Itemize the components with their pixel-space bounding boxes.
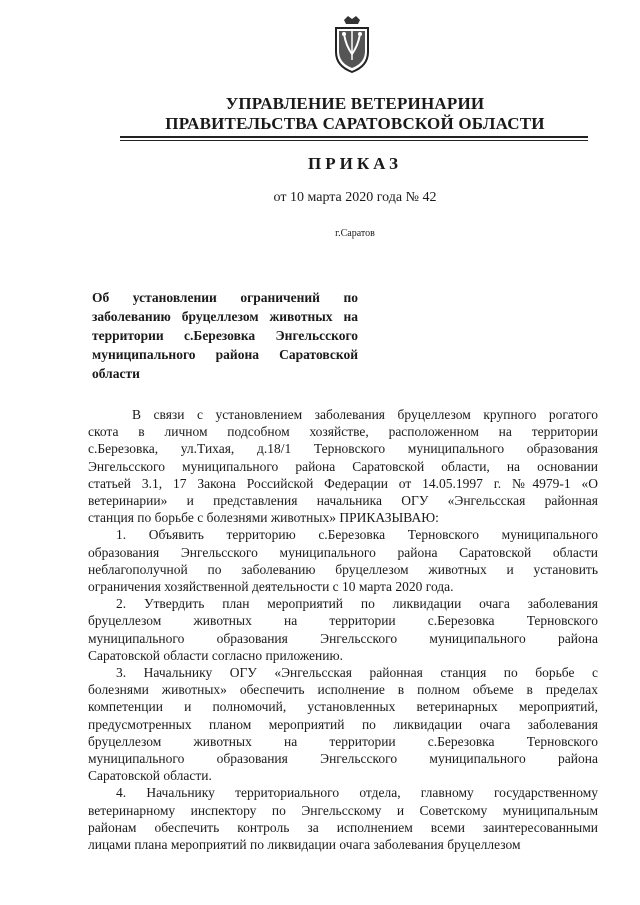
organization-name-line1: УПРАВЛЕНИЕ ВЕТЕРИНАРИИ — [225, 94, 485, 113]
body-line: станция по борьбе с болезнями животных» ПРИКАЗЫВАЮ: — [88, 510, 439, 526]
subject-line: муниципального района Саратовской — [92, 347, 358, 362]
body-line: муниципального образования Энгельсского муниципального района — [88, 751, 598, 767]
body-line: компетенции и полномочий, установленных ветеринарных мероприятий, — [88, 699, 598, 715]
organization-name-line2: ПРАВИТЕЛЬСТВА САРАТОВСКОЙ ОБЛАСТИ — [165, 114, 545, 133]
body-line: неблагополучной по заболеванию бруцеллезом животных и установить — [88, 561, 598, 577]
body-line: районам обеспечить контроль за исполнением всеми заинтересованными — [88, 819, 598, 835]
body-line: ветеринарии» и представления начальника ОГУ «Энгельсская районная — [88, 493, 598, 509]
body-line: Энгельсского муниципального района Саратовской области, на основании — [88, 458, 598, 474]
body-line: 2. Утвердить план мероприятий по ликвидации очага заболевания — [116, 596, 598, 612]
document-city: г.Саратов — [335, 228, 375, 239]
header-divider — [120, 136, 588, 138]
coat-of-arms-icon — [330, 14, 374, 74]
body-line: лицами плана мероприятий по ликвидации очага заболевания бруцеллезом — [88, 837, 521, 853]
body-line: 3. Начальнику ОГУ «Энгельсская районная станция по борьбе с — [116, 665, 598, 681]
body-line: образования Энгельсского муниципального района Саратовской области — [88, 544, 598, 560]
order-subject — [92, 288, 358, 383]
body-line: с.Березовка, ул.Тихая, д.18/1 Терновского муниципального образования — [88, 441, 598, 457]
header-divider-thin — [120, 140, 588, 141]
body-line: бруцеллезом животных на территории с.Березовка Терновского — [88, 733, 598, 749]
document-type: ПРИКАЗ — [308, 154, 402, 173]
body-line: Саратовской области согласно приложению. — [88, 647, 343, 663]
body-line: муниципального образования Энгельсского муниципального района — [88, 630, 598, 646]
body-line: бруцеллезом животных на территории с.Березовка Терновского — [88, 613, 598, 629]
order-body — [88, 406, 598, 853]
subject-line: территории с.Березовка Энгельсского — [92, 328, 358, 343]
subject-line: области — [92, 366, 140, 381]
document-date-number: от 10 марта 2020 года № 42 — [273, 190, 437, 205]
body-line: ветеринарному инспектору по Энгельсскому и Советскому муниципальным — [88, 802, 598, 818]
body-line: ограничения хозяйственной деятельности с 10 марта 2020 года. — [88, 579, 454, 595]
body-line: 1. Объявить территорию с.Березовка Терновского муниципального — [116, 527, 598, 543]
subject-line: заболеванию бруцеллезом животных на — [92, 309, 358, 324]
body-line: Саратовской области. — [88, 768, 212, 784]
subject-line: Об установлении ограничений по — [92, 290, 358, 305]
body-line: 4. Начальнику территориального отдела, главному государственному — [116, 785, 598, 801]
body-line: В связи с установлением заболевания бруцеллезом крупного рогатого — [132, 407, 598, 422]
body-line: болезнями животных» обеспечить исполнение в полном объеме в пределах — [88, 682, 598, 698]
body-line: предусмотренных планом мероприятий по ликвидации очага заболевания — [88, 716, 598, 732]
body-line: статьей 3.1, 17 Закона Российской Федерации от 14.05.1997 г. №4979-1 «О — [88, 475, 598, 491]
body-line: скота в личном подсобном хозяйстве, расположенном на территории — [88, 424, 598, 440]
